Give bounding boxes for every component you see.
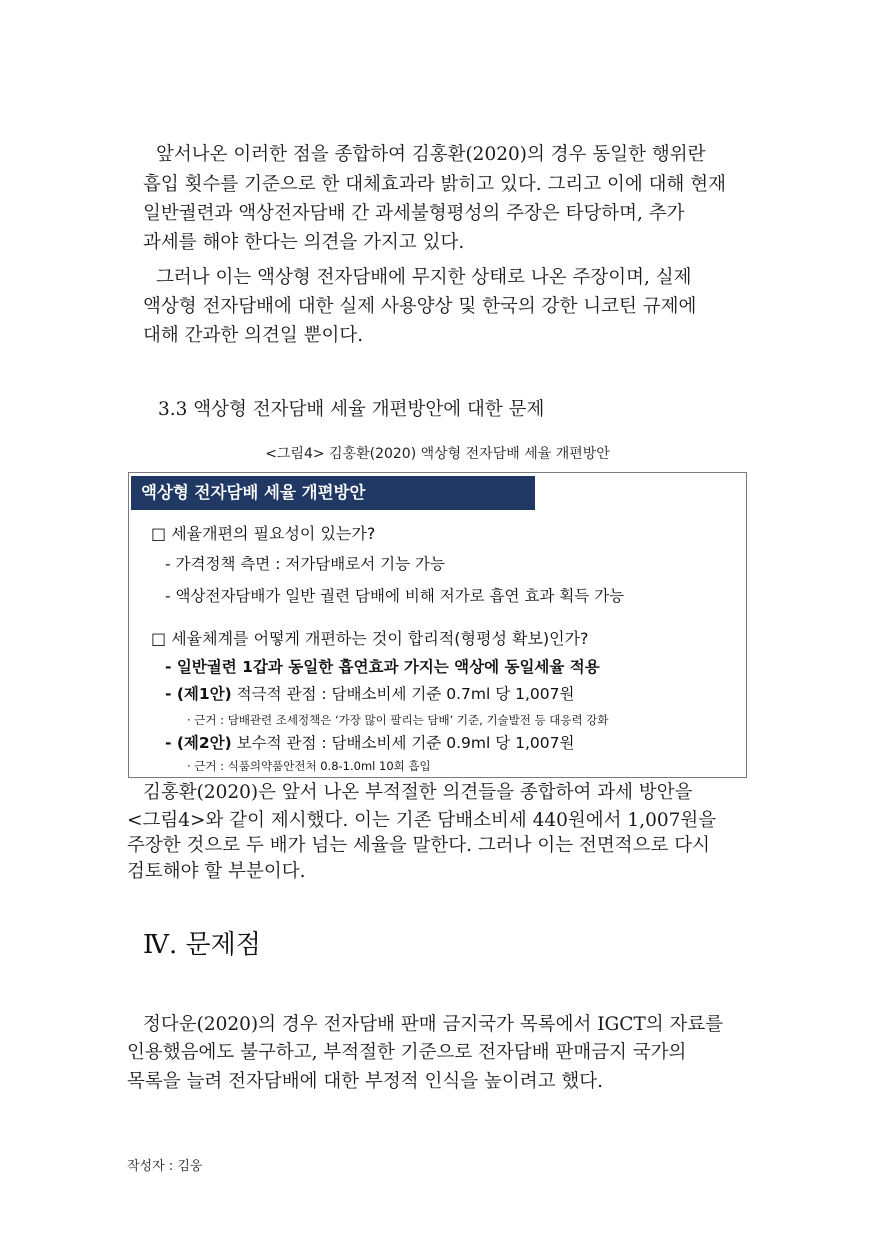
paragraph4-line-1: 정다운(2020)의 경우 전자담배 판매 금지국가 목록에서 IGCT의 자료를 [143,1014,724,1035]
paragraph1-line-2: 흡입 횟수를 기준으로 한 대체효과라 밝히고 있다. 그리고 이에 대해 현재 [143,174,726,195]
author-footer: 작성자 : 김웅 [127,1159,203,1174]
paragraph3-line-4: 검토해야 할 부분이다. [127,861,306,882]
bullet-dash: - [165,734,177,752]
option1-text: 적극적 관점 : 담배소비세 기준 0.7ml 당 1,007원 [231,685,575,703]
figure-q2-bullet-2 [165,687,574,703]
figure-q1-bullet-1: - 가격정책 측면 : 저가담배로서 기능 가능 [165,555,445,573]
figure-q2-note-2: · 근거 : 식품의약품안전처 0.8-1.0ml 10회 흡입 [187,759,431,773]
paragraph4-line-2: 인용했음에도 불구하고, 부적절한 기준으로 전자담배 판매금지 국가의 [127,1042,687,1063]
figure-q2-bullet-1: - 일반궐련 1갑과 동일한 흡연효과 가지는 액상에 동일세율 적용 [165,658,600,676]
paragraph1-line-1: 앞서나온 이러한 점을 종합하여 김홍환(2020)의 경우 동일한 행위란 [156,144,706,165]
paragraph2-line-1: 그러나 이는 액상형 전자담배에 무지한 상태로 나온 주장이며, 실제 [156,267,692,288]
figure-box [128,472,747,778]
figure-q1-bullet-2: - 액상전자담배가 일반 궐련 담배에 비해 저가로 흡연 효과 획득 가능 [165,587,625,605]
chapter-title: Ⅳ. 문제점 [143,930,261,960]
paragraph1-line-3: 일반궐련과 액상전자담배 간 과세불형평성의 주장은 타당하며, 추가 [143,203,685,224]
paragraph3-line-2: <그림4>와 같이 제시했다. 이는 기존 담배소비세 440원에서 1,007원을 [127,810,717,831]
option2-text: 보수적 관점 : 담배소비세 기준 0.9ml 당 1,007원 [231,734,575,752]
paragraph1-line-4: 과세를 해야 한다는 의견을 가지고 있다. [143,232,465,253]
paragraph3-line-3: 주장한 것으로 두 배가 넘는 세율을 말한다. 그러나 이는 전면적으로 다시 [127,835,710,856]
figure-question-1: □ 세율개편의 필요성이 있는가? [151,524,376,543]
paragraph2-line-3: 대해 간과한 의견일 뿐이다. [143,325,364,346]
option2-label: (제2안) [176,734,232,752]
paragraph2-line-2: 액상형 전자담배에 대한 실제 사용양상 및 한국의 강한 니코틴 규제에 [143,296,697,317]
figure-q2-note-1: · 근거 : 담배관련 조세정책은 ‘가장 많이 팔리는 담배’ 기준, 기술발전 등 대응력 강화 [187,713,609,727]
option1-label: (제1안) [176,685,232,703]
paragraph3-line-1: 김홍환(2020)은 앞서 나온 부적절한 의견들을 종합하여 과세 방안을 [143,782,693,803]
section-title: 3.3 액상형 전자담배 세율 개편방안에 대한 문제 [158,399,545,420]
paragraph4-line-3: 목록을 늘려 전자담배에 대한 부정적 인식을 높이려고 했다. [127,1071,603,1092]
figure-caption: <그림4> 김홍환(2020) 액상형 전자담배 세율 개편방안 [265,446,610,462]
figure-header: 액상형 전자담배 세율 개편방안 [131,476,535,510]
figure-question-2: □ 세율체계를 어떻게 개편하는 것이 합리적(형평성 확보)인가? [151,629,589,648]
figure-q2-bullet-3 [165,736,574,752]
bullet-dash: - [165,685,177,703]
